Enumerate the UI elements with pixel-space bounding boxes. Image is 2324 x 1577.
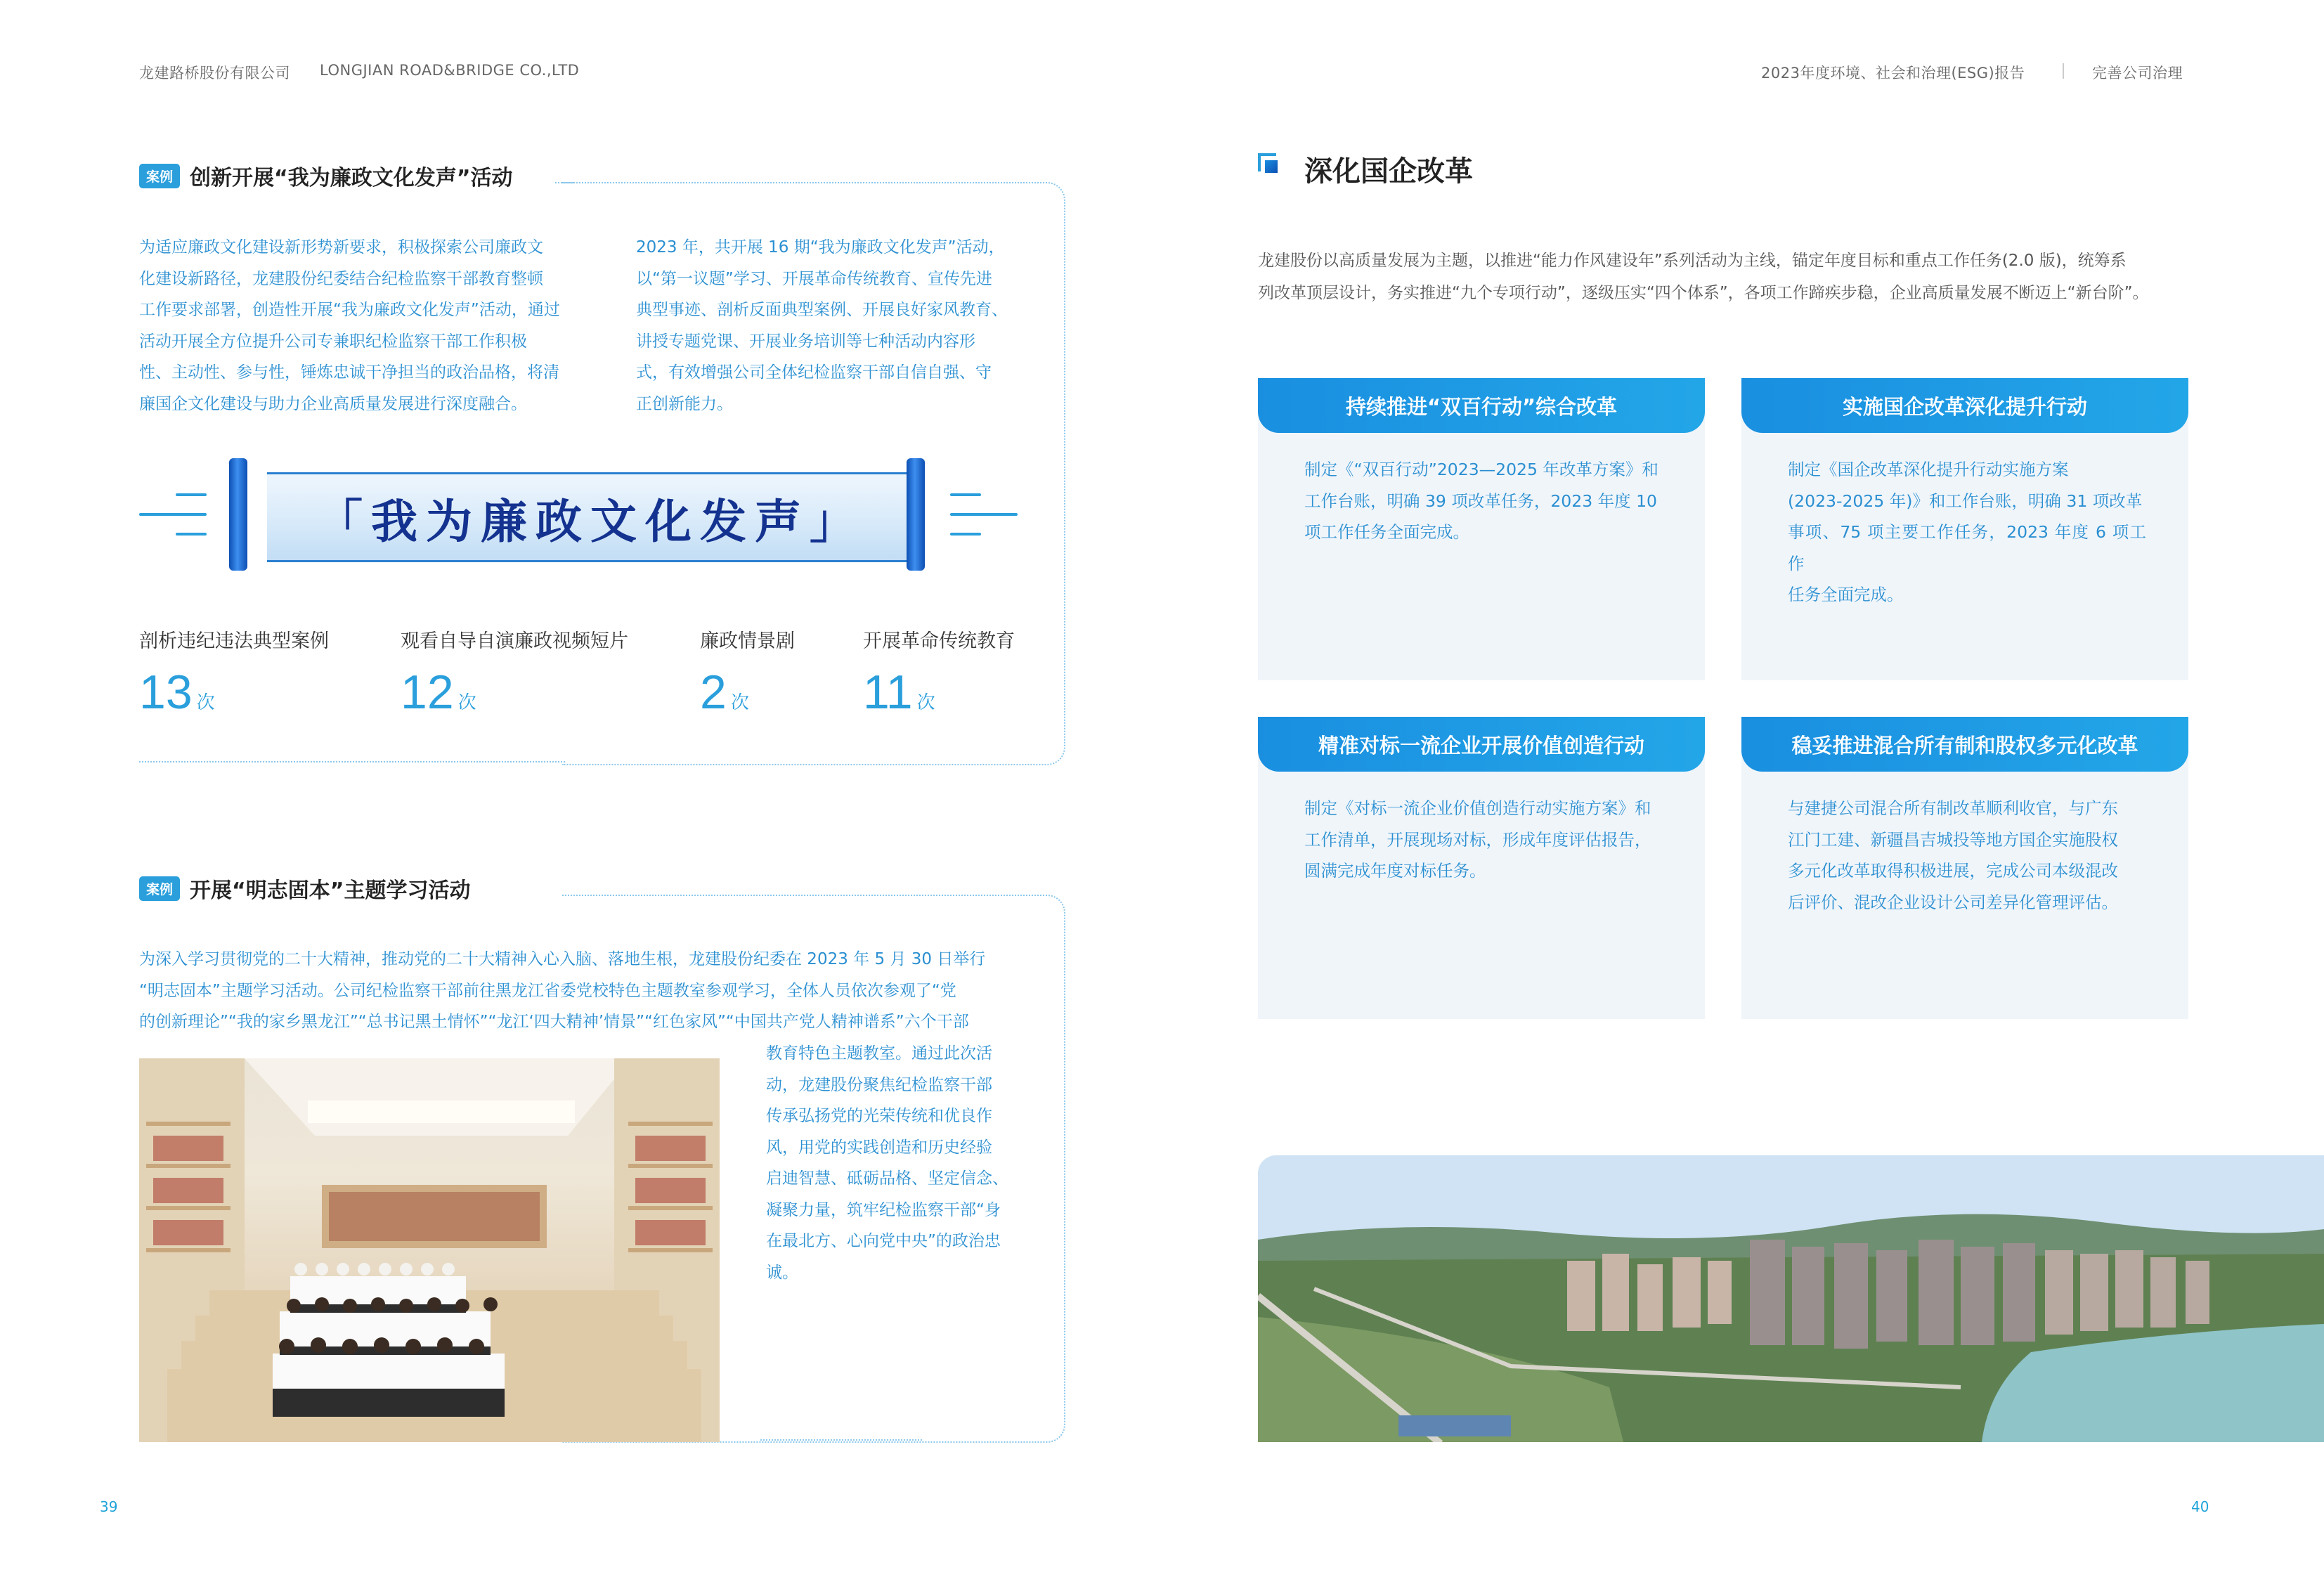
reform-title: 深化国企改革	[1304, 155, 1473, 188]
section-name: 完善公司治理	[2092, 65, 2183, 82]
banner-text: 「我为廉政文化发声」	[316, 494, 864, 549]
case1-bottom-line	[139, 761, 565, 762]
banner-dash	[139, 513, 207, 516]
stat-value: 11	[863, 666, 913, 719]
card-title: 稳妥推进混合所有制和股权多元化改革	[1741, 717, 2188, 772]
section-square-icon	[1258, 153, 1279, 174]
reform-card	[1258, 378, 1705, 680]
reform-intro: 龙建股份以高质量发展为主题，以推进“能力作风建设年”系列活动为主线，锚定年度目标和重点工作任务(2.0 版)，统筹系 列改革顶层设计，务实推进“九个专项行动”，逐级压实“四个体系”，各项工作蹄疾步稳，企业高质量发展不断迈上“新台阶”。	[1258, 252, 2149, 302]
report-title: 2023年度环境、社会和治理(ESG)报告	[1761, 65, 2025, 82]
card-body: 制定《国企改革深化提升行动实施方案 (2023-2025 年)》和工作台账，明确 31 项改革 事项、75 项主要工作任务，2023 年度 6 项工作 任务全面完成。	[1788, 460, 2146, 604]
banner-dash	[950, 533, 981, 536]
case1-title-row	[139, 160, 512, 191]
case-badge: 案例	[139, 876, 180, 901]
banner-dash	[176, 493, 207, 496]
case2-paragraph: 为深入学习贯彻党的二十大精神，推动党的二十大精神入心入脑、落地生根，龙建股份纪委在 2023 年 5 月 30 日举行 “明志固本”主题学习活动。公司纪检监察干部前往黑龙江省委党校特色主题教室参观学习，全体人员依次参观了“党 的创新理论”“我的家乡黑龙江”“总书记黑土情怀”“龙江‘四大精神’情景”“红色家风”“中国共产党人精神谱系”六个干部	[139, 950, 986, 1031]
card-title: 精准对标一流企业开展价值创造行动	[1258, 717, 1705, 772]
scroll-rod-left	[229, 458, 247, 571]
banner-dash	[950, 513, 1018, 516]
reform-card	[1741, 378, 2188, 680]
case2-title-row	[139, 873, 470, 904]
stat-item: 剖析违纪违法典型案例 13 次	[139, 630, 329, 719]
card-body: 与建捷公司混合所有制改革顺利收官，与广东 江门工建、新疆昌吉城投等地方国企实施股权 多元化改革取得积极进展，完成公司本级混改 后评价、混改企业设计公司差异化管理评估。	[1788, 798, 2118, 912]
study-room-group-photo	[139, 1058, 720, 1442]
header-divider	[2063, 63, 2064, 79]
stat-item: 观看自导自演廉政视频短片 12 次	[401, 630, 628, 719]
stat-value: 12	[401, 666, 454, 719]
city-aerial-photo	[1258, 1155, 2324, 1442]
card-title: 持续推进“双百行动”综合改革	[1258, 378, 1705, 433]
stat-item: 廉政情景剧 2 次	[700, 630, 795, 719]
stat-item: 开展革命传统教育 11 次	[863, 630, 1015, 719]
company-name-cn: 龙建路桥股份有限公司	[139, 65, 290, 82]
scroll-rod-right	[907, 458, 925, 571]
case2-side-paragraph: 教育特色主题教室。通过此次活 动，龙建股份聚焦纪检监察干部 传承弘扬党的光荣传统和优良作 风，用党的实践创造和历史经验 启迪智慧、砥砺品格、坚定信念、 凝聚力量，筑牢纪检监察干部“身 在最北方、心向党中央”的政治忠 诚。	[766, 1044, 1008, 1282]
case1-title: 创新开展“我为廉政文化发声”活动	[190, 166, 513, 190]
company-name-en: LONGJIAN ROAD&BRIDGE CO.,LTD	[320, 62, 580, 79]
reform-card	[1258, 717, 1705, 1019]
page-number-right: 40	[2191, 1498, 2209, 1515]
case2-title: 开展“明志固本”主题学习活动	[190, 878, 471, 903]
case1-title-connector	[555, 182, 573, 183]
page-number-left: 39	[100, 1498, 118, 1515]
banner-scroll	[267, 472, 914, 562]
card-body: 制定《对标一流企业价值创造行动实施方案》和 工作清单，开展现场对标，形成年度评估报告， 圆满完成年度对标任务。	[1304, 798, 1651, 881]
banner-dash	[176, 533, 207, 536]
stat-value: 2	[700, 666, 727, 719]
banner-dash	[950, 493, 981, 496]
case2-bottom-line	[760, 1439, 922, 1441]
stat-value: 13	[139, 666, 193, 719]
card-title: 实施国企改革深化提升行动	[1741, 378, 2188, 433]
case1-left-paragraph: 为适应廉政文化建设新形势新要求，积极探索公司廉政文 化建设新路径，龙建股份纪委结合纪检监察干部教育整顿 工作要求部署，创造性开展“我为廉政文化发声”活动，通过 活动开展全方位提升公司专兼职纪检监察干部工作积极 性、主动性、参与性，锤炼忠诚干净担当的政治品格，将清 廉国企文化建设与助力企业高质量发展进行深度融合。	[139, 238, 560, 413]
reform-card	[1741, 717, 2188, 1019]
case1-right-paragraph: 2023 年，共开展 16 期“我为廉政文化发声”活动， 以“第一议题”学习、开展革命传统教育、宣传先进 典型事迹、剖析反面典型案例、开展良好家风教育、 讲授专题党课、开展业务培训等七种活动内容形 式，有效增强公司全体纪检监察干部自信自强、守 正创新能力。	[636, 238, 1008, 413]
card-body: 制定《“双百行动”2023—2025 年改革方案》和 工作台账，明确 39 项改革任务，2023 年度 10 项工作任务全面完成。	[1304, 460, 1658, 542]
case-badge: 案例	[139, 164, 180, 188]
